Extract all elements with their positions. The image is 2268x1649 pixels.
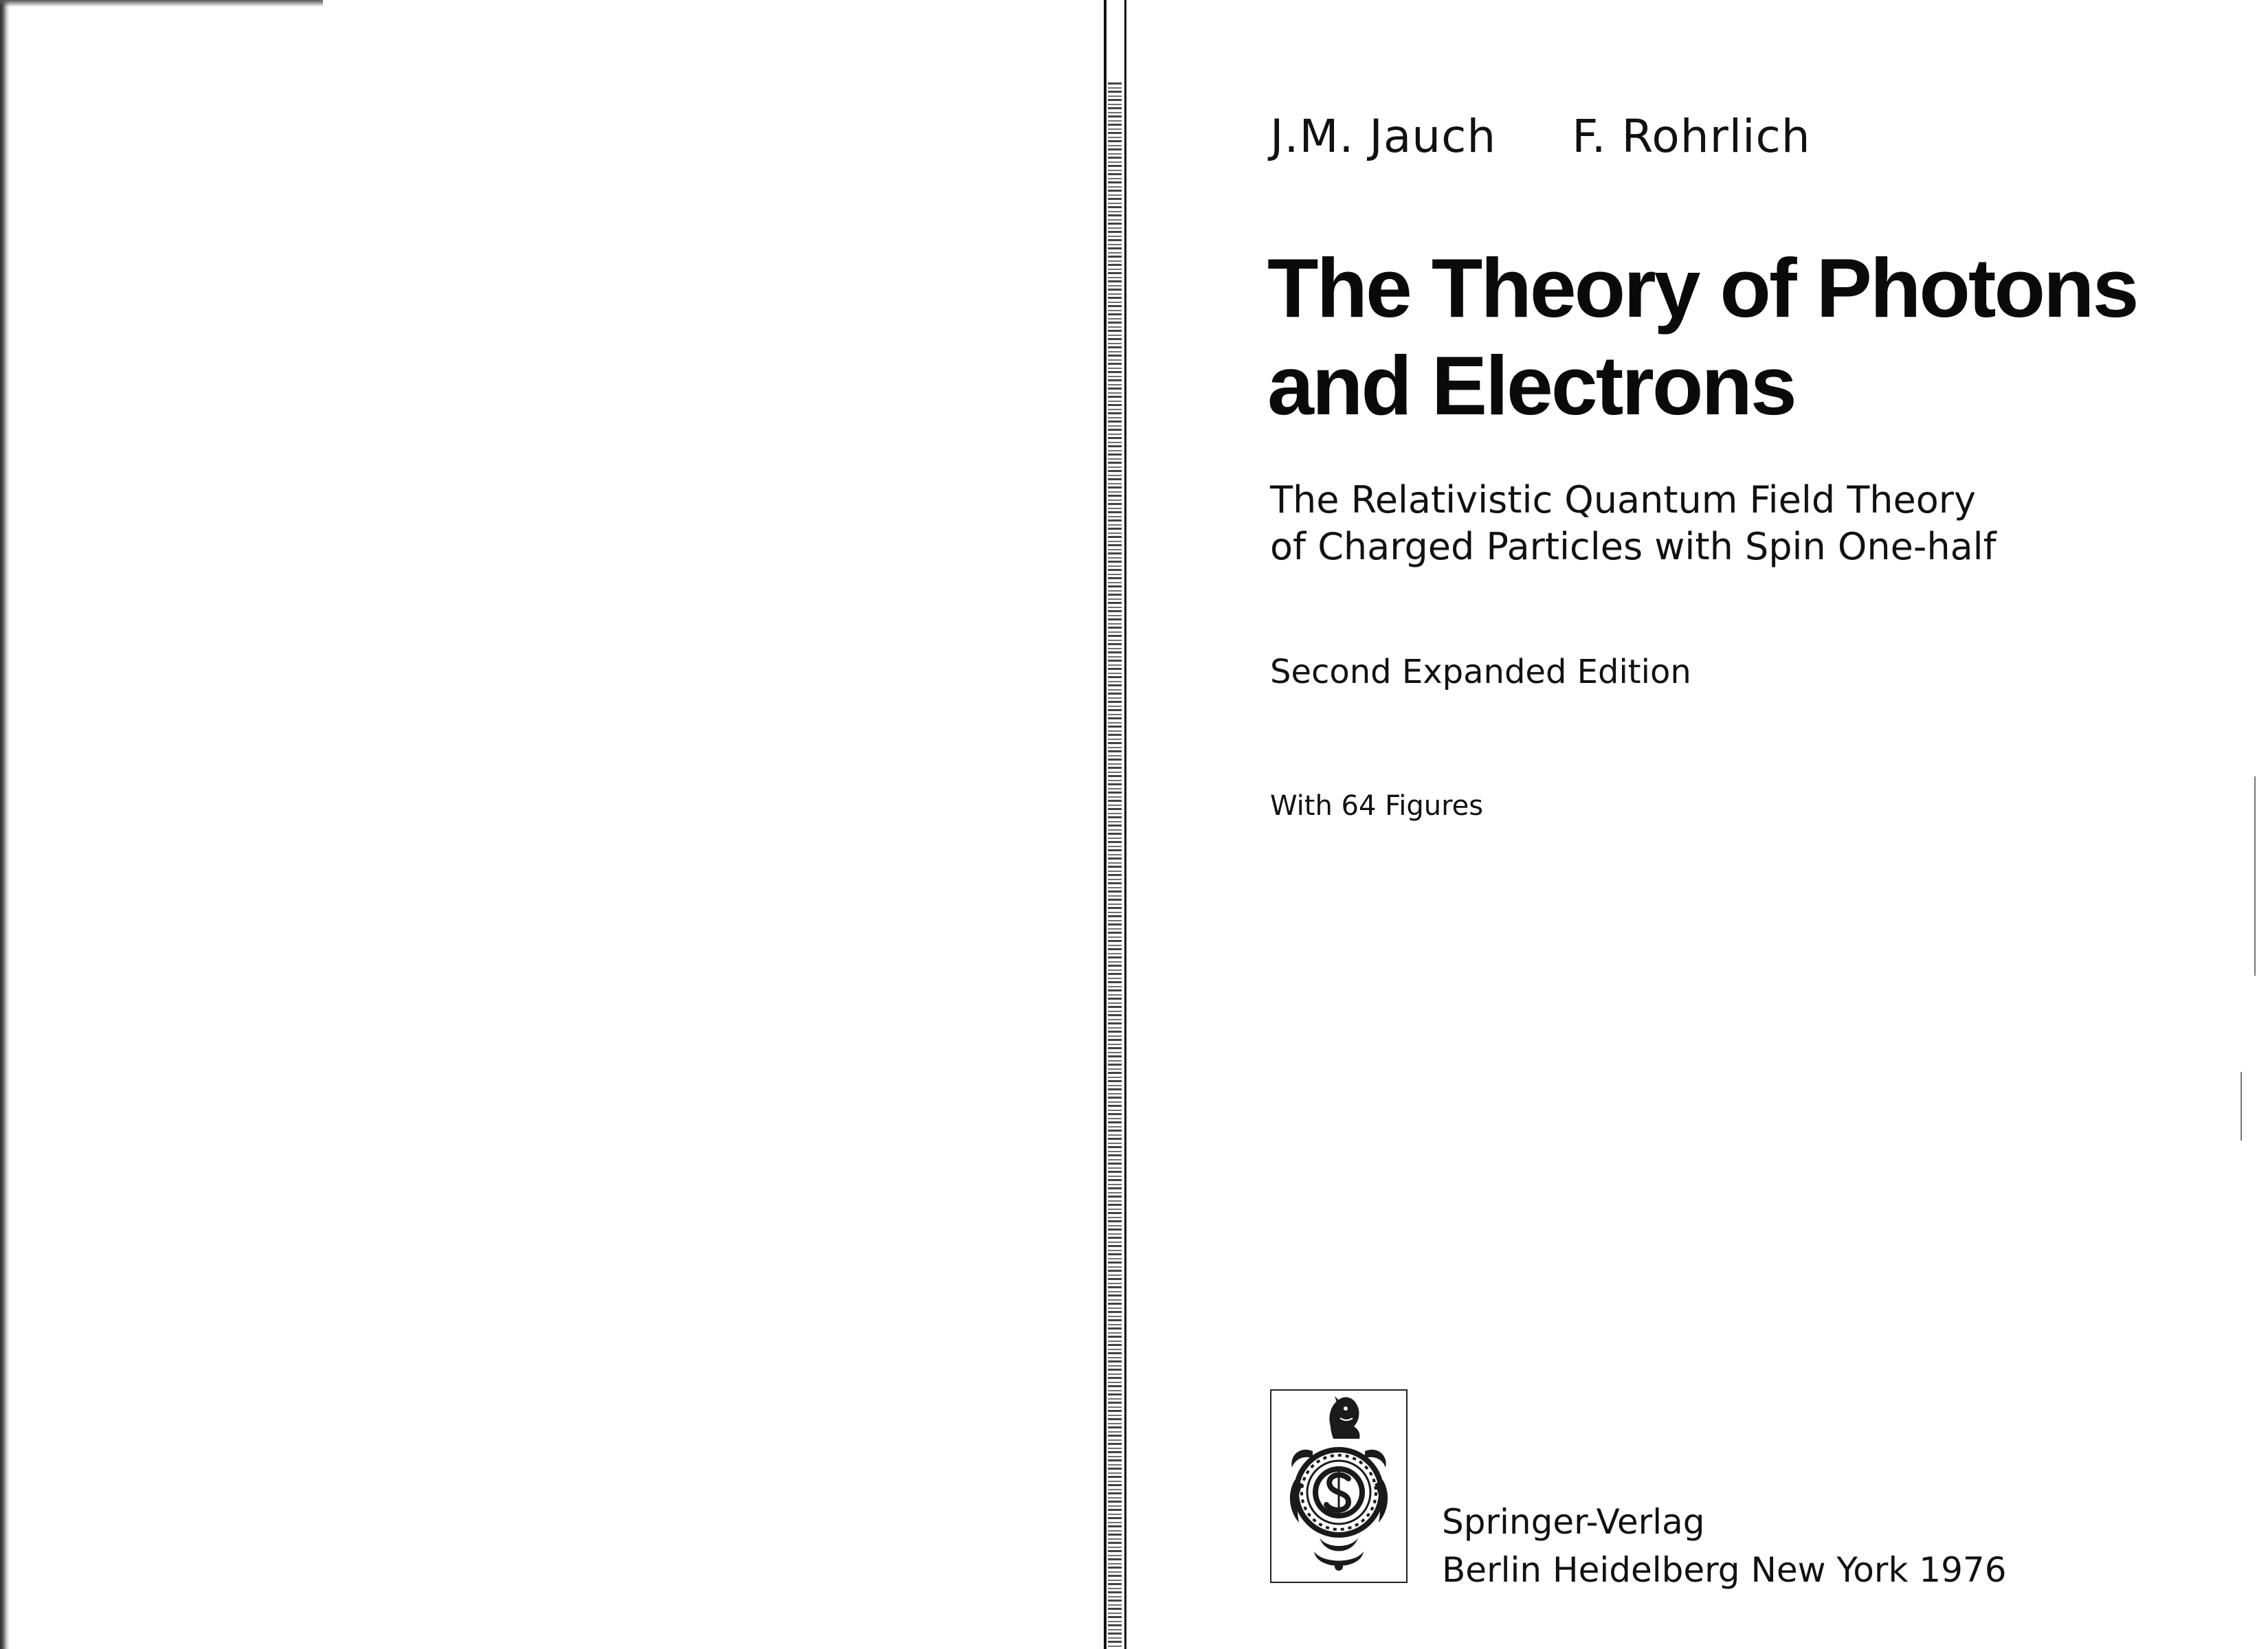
publisher-block [1442, 1498, 2007, 1594]
book-title-line-1: The Theory of Photons [1267, 241, 2137, 335]
book-title-line-2: and Electrons [1267, 339, 1795, 432]
author-1: J.M. Jauch [1270, 110, 1497, 163]
authors-line [1270, 110, 1811, 163]
subtitle-line-2: of Charged Particles with Spin One-half [1270, 525, 1997, 568]
author-2: F. Rohrlich [1572, 110, 1811, 163]
book-title [1267, 239, 2243, 434]
left-blank-page [0, 0, 1100, 1649]
left-page-edge [0, 0, 10, 1649]
edition-label: Second Expanded Edition [1270, 653, 1691, 691]
title-page [1130, 0, 2268, 1649]
publisher-cities-year: Berlin Heidelberg New York 1976 [1442, 1550, 2007, 1590]
scan-margin-mark [2241, 1072, 2242, 1141]
springer-knight-logo-icon [1270, 1389, 1408, 1583]
publisher-name: Springer-Verlag [1442, 1502, 1705, 1542]
figures-note: With 64 Figures [1270, 790, 1484, 822]
subtitle-line-1: The Relativistic Quantum Field Theory [1270, 478, 1976, 521]
book-subtitle [1270, 477, 2164, 570]
scan-smudge [0, 0, 323, 7]
book-spine-gutter [1100, 0, 1130, 1649]
scan-margin-mark [2254, 776, 2256, 976]
